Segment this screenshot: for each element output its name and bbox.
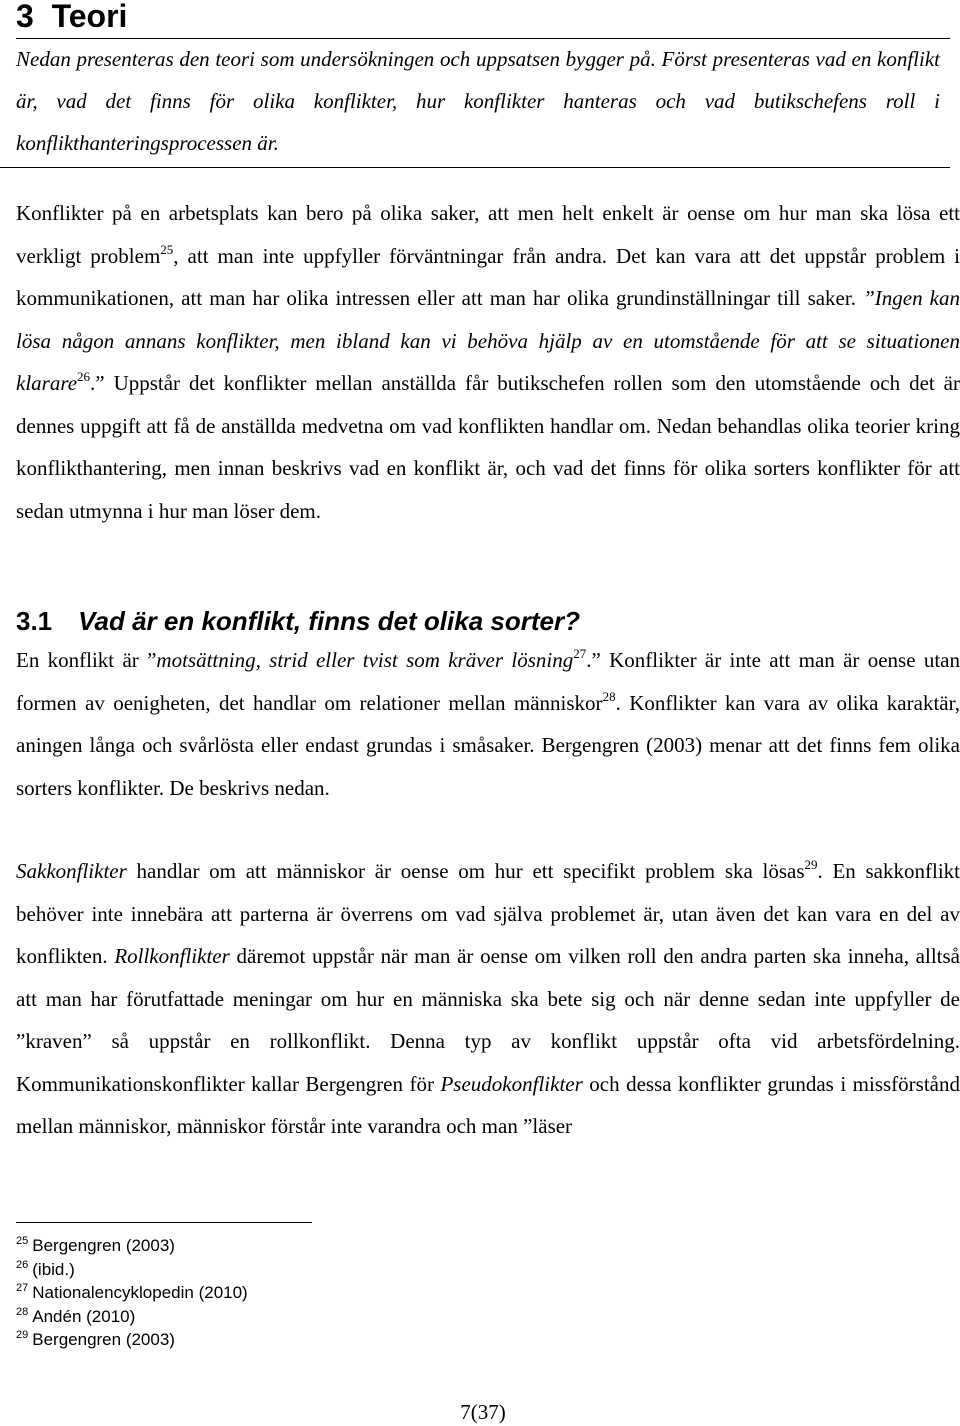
term-sakkonflikter: Sakkonflikter [16, 859, 127, 883]
footnote-item: $^{27}$ Nationalencyklopedin (2010) [16, 1282, 248, 1302]
section-heading [16, 603, 580, 639]
chapter-number: 3 [16, 0, 34, 34]
footnote-item: $^{29}$ Bergengren (2003) [16, 1329, 175, 1349]
footnote-ref-25: 25 [160, 241, 174, 257]
page-number: 7(37) [460, 1400, 506, 1424]
body-paragraph-3: Sakkonflikter handlar om att människor är oense om hur ett specifikt problem ska lösas$^{29}$. En sakkonflikt behöver inte innebära att parterna är överrens om vad själva problemet är, utan även det kan vara en del av konflikten. Rollkonflikter däremot uppstår när man är oense om vilken roll den andra parten ska inneha, alltså att man har förutfattade meningar om hur en människa ska bete sig och när denne sedan inte uppfyller de ”kraven” så uppstår en rollkonflikt. Denna typ av konflikt uppstår ofta vid arbetsfördelning. Kommunikationskonflikter kallar Bergengren för Pseudokonflikter och dessa konflikter grundas i missförstånd mellan människor, människor förstår inte varandra och man ”läser [16, 857, 960, 1138]
footnote-ref-26: 26 [77, 369, 91, 384]
footnote-ref-28: 28 [602, 688, 616, 704]
term-rollkonflikter: Rollkonflikter [114, 944, 230, 968]
footnote-item: $^{26}$ (ibid.) [16, 1258, 75, 1279]
section-title: Vad är en konflikt, finns det olika sorter? [78, 606, 580, 636]
definition-quote: motsättning, strid eller tvist som kräver lösning [156, 648, 574, 672]
chapter-title: Teori [51, 0, 128, 34]
footnote-item: $^{28}$ Andén (2010) [16, 1305, 136, 1326]
intro-paragraph: Nedan presenteras den teori som undersökningen och uppsatsen bygger på. Först presenteras vad en konflikt är, vad det finns för olika konflikter, hur konflikter hanteras och vad butikschefens roll i konflikthanteringsprocessen är. [16, 47, 940, 155]
footnote-ref-29: 29 [804, 857, 818, 872]
intro-bottom-rule [0, 167, 950, 168]
footnote-separator [16, 1222, 312, 1223]
footnote-ref-27: 27 [573, 646, 587, 661]
footnotes [16, 1234, 248, 1352]
chapter-heading [16, 0, 127, 38]
footnote-item: $^{25}$ Bergengren (2003) [16, 1235, 175, 1255]
body-paragraph-1: Konflikter på en arbetsplats kan bero på olika saker, att men helt enkelt är oense om hur man ska lösa ett verkligt problem$^{25}$, att man inte uppfyller förväntningar från andra. Det kan vara att det uppstår problem i kommunikationen, att man har olika intressen eller att man har olika grundinställningar till saker. ”Ingen kan lösa någon annans konflikter, men ibland kan vi behöva hjälp av en utomstående för att se situationen klarare$^{26}$.” Uppstår det konflikter mellan anställda får butikschefen rollen som den utomstående och det är dennes uppgift att få de anställda medvetna om vad konflikten handlar om. Nedan behandlas olika teorier kring konflikthantering, men innan beskrivs vad en konflikt är, och vad det finns för olika sorters konflikter för att sedan utmynna i hur man löser dem. [16, 201, 960, 523]
quotation: ”Ingen kan lösa någon annans konflikter, men ibland kan vi behöva hjälp av en utomstående för att se situationen klarare [16, 286, 960, 395]
term-pseudokonflikter: Pseudokonflikter [440, 1071, 583, 1096]
section-number: 3.1 [16, 606, 53, 636]
body-paragraph-2: En konflikt är ”motsättning, strid eller tvist som kräver lösning$^{27}$.” Konflikter är inte att man är oense utan formen av oenigheten, det handlar om relationer mellan människor$^{28}$. Konflikter kan vara av olika karaktär, aningen långa och svårlösta eller endast grundas i småsaker. Bergengren (2003) menar att det finns fem olika sorters konflikter. De beskrivs nedan. [16, 646, 960, 800]
